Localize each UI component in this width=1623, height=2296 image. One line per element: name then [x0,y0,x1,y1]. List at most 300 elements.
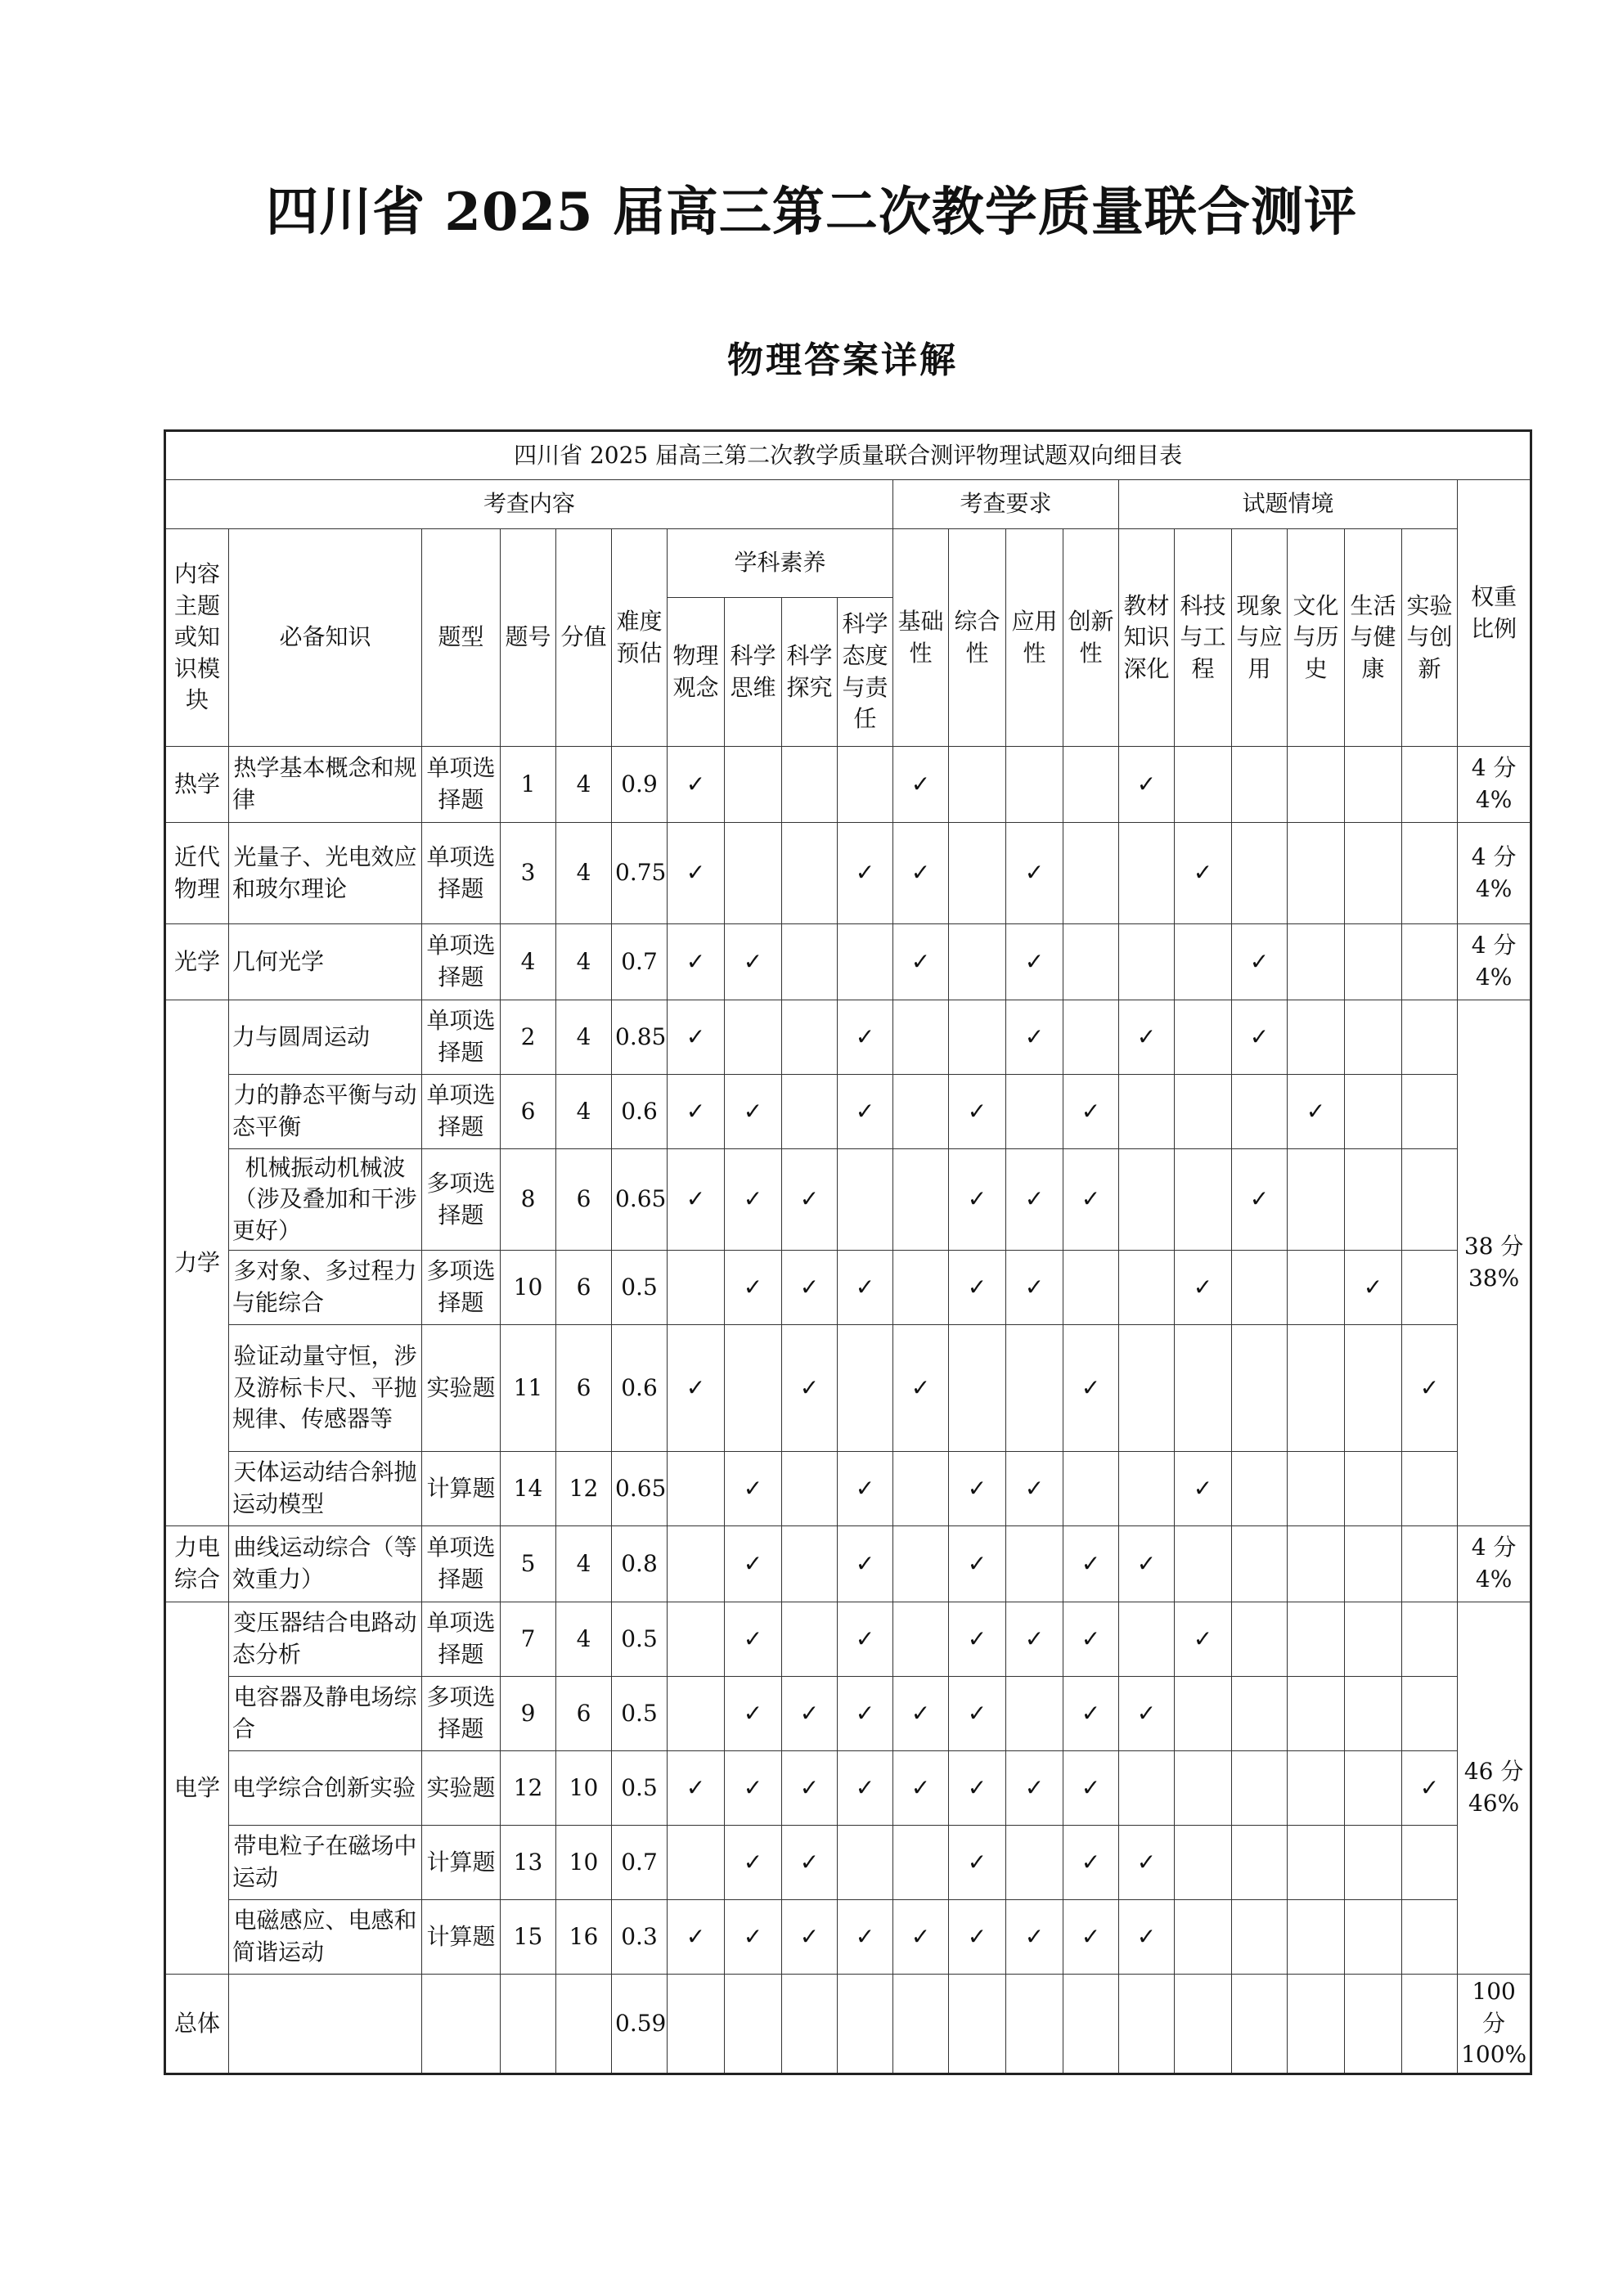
page-title: 四川省 2025 届高三第二次教学质量联合测评 [266,182,1357,243]
empty-cell [1232,1452,1288,1526]
empty-cell [1232,1075,1288,1149]
empty-cell [893,1149,949,1251]
check-mark: ✓ [1232,924,1288,1000]
col-header-basic: 基础性 [893,529,949,747]
difficulty-cell: 0.5 [612,1602,668,1677]
check-mark: ✓ [1402,1325,1458,1452]
empty-cell [668,1251,725,1325]
empty-cell [668,1677,725,1751]
check-mark: ✓ [668,1325,725,1452]
empty-cell [1119,1975,1175,2074]
empty-cell [1402,1526,1458,1602]
check-mark: ✓ [725,1602,782,1677]
empty-cell [1288,823,1345,924]
empty-cell [782,1975,838,2074]
check-mark: ✓ [782,1826,838,1900]
empty-cell [838,1325,893,1452]
check-mark: ✓ [838,823,893,924]
empty-cell [1175,924,1232,1000]
score-cell: 6 [556,1251,612,1325]
check-mark: ✓ [949,1075,1006,1149]
col-header-number: 题号 [501,529,556,747]
check-mark: ✓ [1119,747,1175,823]
empty-cell [838,924,893,1000]
empty-cell [1232,1826,1288,1900]
check-mark: ✓ [1175,1251,1232,1325]
check-mark: ✓ [1175,1452,1232,1526]
empty-cell [1288,1000,1345,1075]
check-mark: ✓ [1232,1149,1288,1251]
empty-cell [1345,1602,1402,1677]
score-cell: 12 [556,1452,612,1526]
check-mark: ✓ [1232,1000,1288,1075]
score-cell: 4 [556,1075,612,1149]
empty-cell [949,924,1006,1000]
empty-cell [1175,1677,1232,1751]
difficulty-cell: 0.6 [612,1325,668,1452]
empty-cell [1345,1075,1402,1149]
empty-cell [1232,823,1288,924]
empty-cell [949,823,1006,924]
empty-cell [1345,823,1402,924]
empty-cell [1288,1602,1345,1677]
empty-cell [1345,747,1402,823]
check-mark: ✓ [1119,1000,1175,1075]
knowledge-cell: 验证动量守恒，涉及游标卡尺、平抛规律、传感器等 [229,1325,422,1452]
knowledge-cell: 机械振动机械波（涉及叠加和干涉更好） [229,1149,422,1251]
col-header-weight: 权重比例 [1458,480,1531,747]
score-cell: 6 [556,1677,612,1751]
score-cell: 6 [556,1149,612,1251]
empty-cell [1288,1900,1345,1975]
check-mark: ✓ [1006,924,1063,1000]
table-row [165,1251,1531,1325]
check-mark: ✓ [1063,1677,1119,1751]
question-number-cell: 14 [501,1452,556,1526]
check-mark: ✓ [1345,1251,1402,1325]
empty-cell [1175,1900,1232,1975]
check-mark: ✓ [668,1900,725,1975]
check-mark: ✓ [725,1075,782,1149]
knowledge-cell: 力与圆周运动 [229,1000,422,1075]
score-cell: 10 [556,1751,612,1826]
check-mark: ✓ [1288,1075,1345,1149]
check-mark: ✓ [949,1251,1006,1325]
check-mark: ✓ [949,1751,1006,1826]
check-mark: ✓ [725,1751,782,1826]
check-mark: ✓ [838,1751,893,1826]
check-mark: ✓ [949,1900,1006,1975]
question-number-cell: 4 [501,924,556,1000]
empty-cell [893,1251,949,1325]
check-mark: ✓ [668,1000,725,1075]
check-mark: ✓ [668,1075,725,1149]
empty-cell [725,1325,782,1452]
empty-cell [1345,1900,1402,1975]
empty-cell [1175,1975,1232,2074]
check-mark: ✓ [782,1251,838,1325]
empty-cell [1288,1526,1345,1602]
table-row [165,1452,1531,1526]
table-row [165,1677,1531,1751]
knowledge-cell: 多对象、多过程力与能综合 [229,1251,422,1325]
empty-cell [1232,1975,1288,2074]
check-mark: ✓ [1006,1000,1063,1075]
question-number-cell: 12 [501,1751,556,1826]
difficulty-cell: 0.5 [612,1677,668,1751]
check-mark: ✓ [725,924,782,1000]
col-header-thinking: 科学思维 [725,598,782,747]
group-header-requirements: 考查要求 [893,480,1119,529]
check-mark: ✓ [838,1452,893,1526]
empty-cell [1175,1325,1232,1452]
empty-cell [782,823,838,924]
table-row [165,1826,1531,1900]
check-mark: ✓ [1006,1900,1063,1975]
knowledge-cell: 变压器结合电路动态分析 [229,1602,422,1677]
knowledge-cell: 光量子、光电效应和玻尔理论 [229,823,422,924]
empty-cell [556,1975,612,2074]
difficulty-cell: 0.9 [612,747,668,823]
check-mark: ✓ [1063,1325,1119,1452]
empty-cell [1402,1900,1458,1975]
check-mark: ✓ [893,1677,949,1751]
empty-cell [1232,1251,1288,1325]
empty-cell [1288,1975,1345,2074]
empty-cell [1345,1452,1402,1526]
check-mark: ✓ [838,1251,893,1325]
check-mark: ✓ [838,1900,893,1975]
empty-cell [1006,1325,1063,1452]
empty-cell [668,1975,725,2074]
empty-cell [1402,1677,1458,1751]
difficulty-cell: 0.85 [612,1000,668,1075]
score-cell: 4 [556,1526,612,1602]
empty-cell [838,1149,893,1251]
check-mark: ✓ [1175,823,1232,924]
check-mark: ✓ [893,823,949,924]
empty-cell [893,1602,949,1677]
question-type-cell: 计算题 [422,1900,501,1975]
empty-cell [1119,1149,1175,1251]
table-row [165,823,1531,924]
check-mark: ✓ [725,1149,782,1251]
question-type-cell: 单项选择题 [422,1075,501,1149]
check-mark: ✓ [1063,1900,1119,1975]
difficulty-cell: 0.7 [612,924,668,1000]
check-mark: ✓ [949,1602,1006,1677]
spec-table [164,429,1532,2075]
empty-cell [1402,1975,1458,2074]
weight-mechanics: 38 分 38% [1458,1000,1531,1526]
col-header-inquiry: 科学探究 [782,598,838,747]
knowledge-cell: 电容器及静电场综合 [229,1677,422,1751]
check-mark: ✓ [1119,1826,1175,1900]
question-number-cell: 1 [501,747,556,823]
table-row [165,1602,1531,1677]
difficulty-cell: 0.3 [612,1900,668,1975]
table-row [165,1526,1531,1602]
empty-cell [1402,823,1458,924]
empty-cell [1175,1826,1232,1900]
empty-cell [1345,1325,1402,1452]
empty-cell [1402,1251,1458,1325]
empty-cell [949,1975,1006,2074]
col-header-type: 题型 [422,529,501,747]
empty-cell [1402,1149,1458,1251]
difficulty-cell: 0.5 [612,1751,668,1826]
check-mark: ✓ [782,1677,838,1751]
empty-cell [1119,1751,1175,1826]
empty-cell [1288,1149,1345,1251]
check-mark: ✓ [1119,1526,1175,1602]
check-mark: ✓ [1063,1526,1119,1602]
check-mark: ✓ [1063,1149,1119,1251]
empty-cell [949,1325,1006,1452]
question-number-cell: 15 [501,1900,556,1975]
col-header-life: 生活与健康 [1345,529,1402,747]
empty-cell [1232,1526,1288,1602]
check-mark: ✓ [782,1900,838,1975]
difficulty-cell: 0.8 [612,1526,668,1602]
check-mark: ✓ [725,1526,782,1602]
check-mark: ✓ [1006,1149,1063,1251]
empty-cell [1063,823,1119,924]
table-caption: 四川省 2025 届高三第二次教学质量联合测评物理试题双向细目表 [165,431,1531,480]
check-mark: ✓ [1063,1602,1119,1677]
question-type-cell: 多项选择题 [422,1677,501,1751]
empty-cell [1119,1251,1175,1325]
difficulty-cell: 0.65 [612,1149,668,1251]
question-number-cell: 3 [501,823,556,924]
score-cell: 4 [556,1602,612,1677]
question-number-cell: 2 [501,1000,556,1075]
table-row [165,1149,1531,1251]
empty-cell [1345,1677,1402,1751]
empty-cell [1402,924,1458,1000]
module-thermal: 热学 [165,747,229,823]
page-subtitle: 物理答案详解 [727,339,958,381]
module-optics: 光学 [165,924,229,1000]
score-cell: 4 [556,924,612,1000]
check-mark: ✓ [838,1677,893,1751]
difficulty-cell: 0.5 [612,1251,668,1325]
empty-cell [838,1975,893,2074]
table-row [165,1000,1531,1075]
empty-cell [1402,1602,1458,1677]
module-mech-elec: 力电综合 [165,1526,229,1602]
empty-cell [1006,1975,1063,2074]
check-mark: ✓ [1119,1900,1175,1975]
score-cell: 4 [556,1000,612,1075]
check-mark: ✓ [668,1149,725,1251]
empty-cell [1345,924,1402,1000]
check-mark: ✓ [1006,1751,1063,1826]
weight-modern: 4 分 4% [1458,823,1531,924]
weight-mech-elec: 4 分 4% [1458,1526,1531,1602]
knowledge-cell: 电磁感应、电感和简谐运动 [229,1900,422,1975]
score-cell: 16 [556,1900,612,1975]
score-cell: 4 [556,747,612,823]
empty-cell [893,1826,949,1900]
question-type-cell: 实验题 [422,1325,501,1452]
question-type-cell: 实验题 [422,1751,501,1826]
empty-cell [782,1452,838,1526]
empty-cell [1119,1452,1175,1526]
empty-cell [725,1975,782,2074]
difficulty-cell: 0.6 [612,1075,668,1149]
question-type-cell: 单项选择题 [422,747,501,823]
empty-cell [725,823,782,924]
knowledge-cell: 曲线运动综合（等效重力） [229,1526,422,1602]
question-type-cell: 单项选择题 [422,1526,501,1602]
empty-cell [1345,1826,1402,1900]
col-header-comprehensive: 综合性 [949,529,1006,747]
total-label: 总体 [165,1975,229,2074]
question-number-cell: 6 [501,1075,556,1149]
empty-cell [1232,1677,1288,1751]
check-mark: ✓ [782,1325,838,1452]
check-mark: ✓ [1063,1826,1119,1900]
knowledge-cell: 力的静态平衡与动态平衡 [229,1075,422,1149]
question-type-cell: 计算题 [422,1452,501,1526]
empty-cell [1345,1975,1402,2074]
score-cell: 6 [556,1325,612,1452]
empty-cell [1402,1826,1458,1900]
empty-cell [1063,924,1119,1000]
check-mark: ✓ [893,1751,949,1826]
empty-cell [1119,1325,1175,1452]
empty-cell [949,1000,1006,1075]
question-number-cell: 13 [501,1826,556,1900]
check-mark: ✓ [893,1900,949,1975]
knowledge-cell: 电学综合创新实验 [229,1751,422,1826]
empty-cell [838,747,893,823]
check-mark: ✓ [668,1751,725,1826]
question-number-cell: 8 [501,1149,556,1251]
col-header-module: 内容主题或知识模块 [165,529,229,747]
col-header-innovative: 创新性 [1063,529,1119,747]
empty-cell [1175,747,1232,823]
weight-optics: 4 分 4% [1458,924,1531,1000]
empty-cell [1006,1677,1063,1751]
check-mark: ✓ [782,1149,838,1251]
col-header-difficulty: 难度预估 [612,529,668,747]
check-mark: ✓ [725,1251,782,1325]
question-number-cell: 7 [501,1602,556,1677]
module-mechanics: 力学 [165,1000,229,1526]
empty-cell [1232,1751,1288,1826]
table-row [165,1900,1531,1975]
check-mark: ✓ [838,1602,893,1677]
empty-cell [1288,1826,1345,1900]
check-mark: ✓ [949,1452,1006,1526]
check-mark: ✓ [949,1677,1006,1751]
empty-cell [1288,1677,1345,1751]
table-row [165,1075,1531,1149]
question-type-cell: 单项选择题 [422,1000,501,1075]
table-row [165,1751,1531,1826]
question-type-cell: 计算题 [422,1826,501,1900]
check-mark: ✓ [838,1075,893,1149]
empty-cell [1232,747,1288,823]
question-number-cell: 5 [501,1526,556,1602]
empty-cell [782,1602,838,1677]
col-header-applied: 应用性 [1006,529,1063,747]
total-weight: 100 分 100% [1458,1975,1531,2074]
check-mark: ✓ [725,1452,782,1526]
check-mark: ✓ [893,1325,949,1452]
empty-cell [668,1452,725,1526]
question-type-cell: 多项选择题 [422,1251,501,1325]
empty-cell [1288,747,1345,823]
empty-cell [1006,1826,1063,1900]
check-mark: ✓ [1006,1251,1063,1325]
empty-cell [1402,1075,1458,1149]
empty-cell [1288,1751,1345,1826]
empty-cell [668,1602,725,1677]
difficulty-cell: 0.7 [612,1826,668,1900]
check-mark: ✓ [725,1677,782,1751]
check-mark: ✓ [1006,1602,1063,1677]
empty-cell [949,747,1006,823]
weight-thermal: 4 分 4% [1458,747,1531,823]
weight-electricity: 46 分 46% [1458,1602,1531,1975]
empty-cell [422,1975,501,2074]
empty-cell [1232,1325,1288,1452]
knowledge-cell: 天体运动结合斜抛运动模型 [229,1452,422,1526]
empty-cell [1232,1900,1288,1975]
question-type-cell: 单项选择题 [422,924,501,1000]
empty-cell [1288,1452,1345,1526]
empty-cell [893,1000,949,1075]
question-type-cell: 多项选择题 [422,1149,501,1251]
check-mark: ✓ [668,747,725,823]
check-mark: ✓ [1063,1075,1119,1149]
check-mark: ✓ [1119,1677,1175,1751]
empty-cell [1063,1251,1119,1325]
empty-cell [1402,1452,1458,1526]
empty-cell [1175,1751,1232,1826]
check-mark: ✓ [949,1526,1006,1602]
module-modern: 近代物理 [165,823,229,924]
col-header-experiment: 实验与创新 [1402,529,1458,747]
empty-cell [1063,1000,1119,1075]
empty-cell [725,747,782,823]
empty-cell [1175,1000,1232,1075]
check-mark: ✓ [725,1900,782,1975]
difficulty-cell: 0.65 [612,1452,668,1526]
check-mark: ✓ [949,1149,1006,1251]
question-number-cell: 9 [501,1677,556,1751]
empty-cell [1175,1526,1232,1602]
empty-cell [1006,1526,1063,1602]
col-header-technology: 科技与工程 [1175,529,1232,747]
knowledge-cell: 热学基本概念和规律 [229,747,422,823]
empty-cell [1288,1325,1345,1452]
empty-cell [1402,747,1458,823]
total-difficulty: 0.59 [612,1975,668,2074]
empty-cell [1063,1975,1119,2074]
question-number-cell: 10 [501,1251,556,1325]
empty-cell [668,1526,725,1602]
table-row [165,747,1531,823]
question-type-cell: 单项选择题 [422,823,501,924]
empty-cell [1119,924,1175,1000]
empty-cell [1402,1000,1458,1075]
check-mark: ✓ [838,1000,893,1075]
empty-cell [1175,1075,1232,1149]
